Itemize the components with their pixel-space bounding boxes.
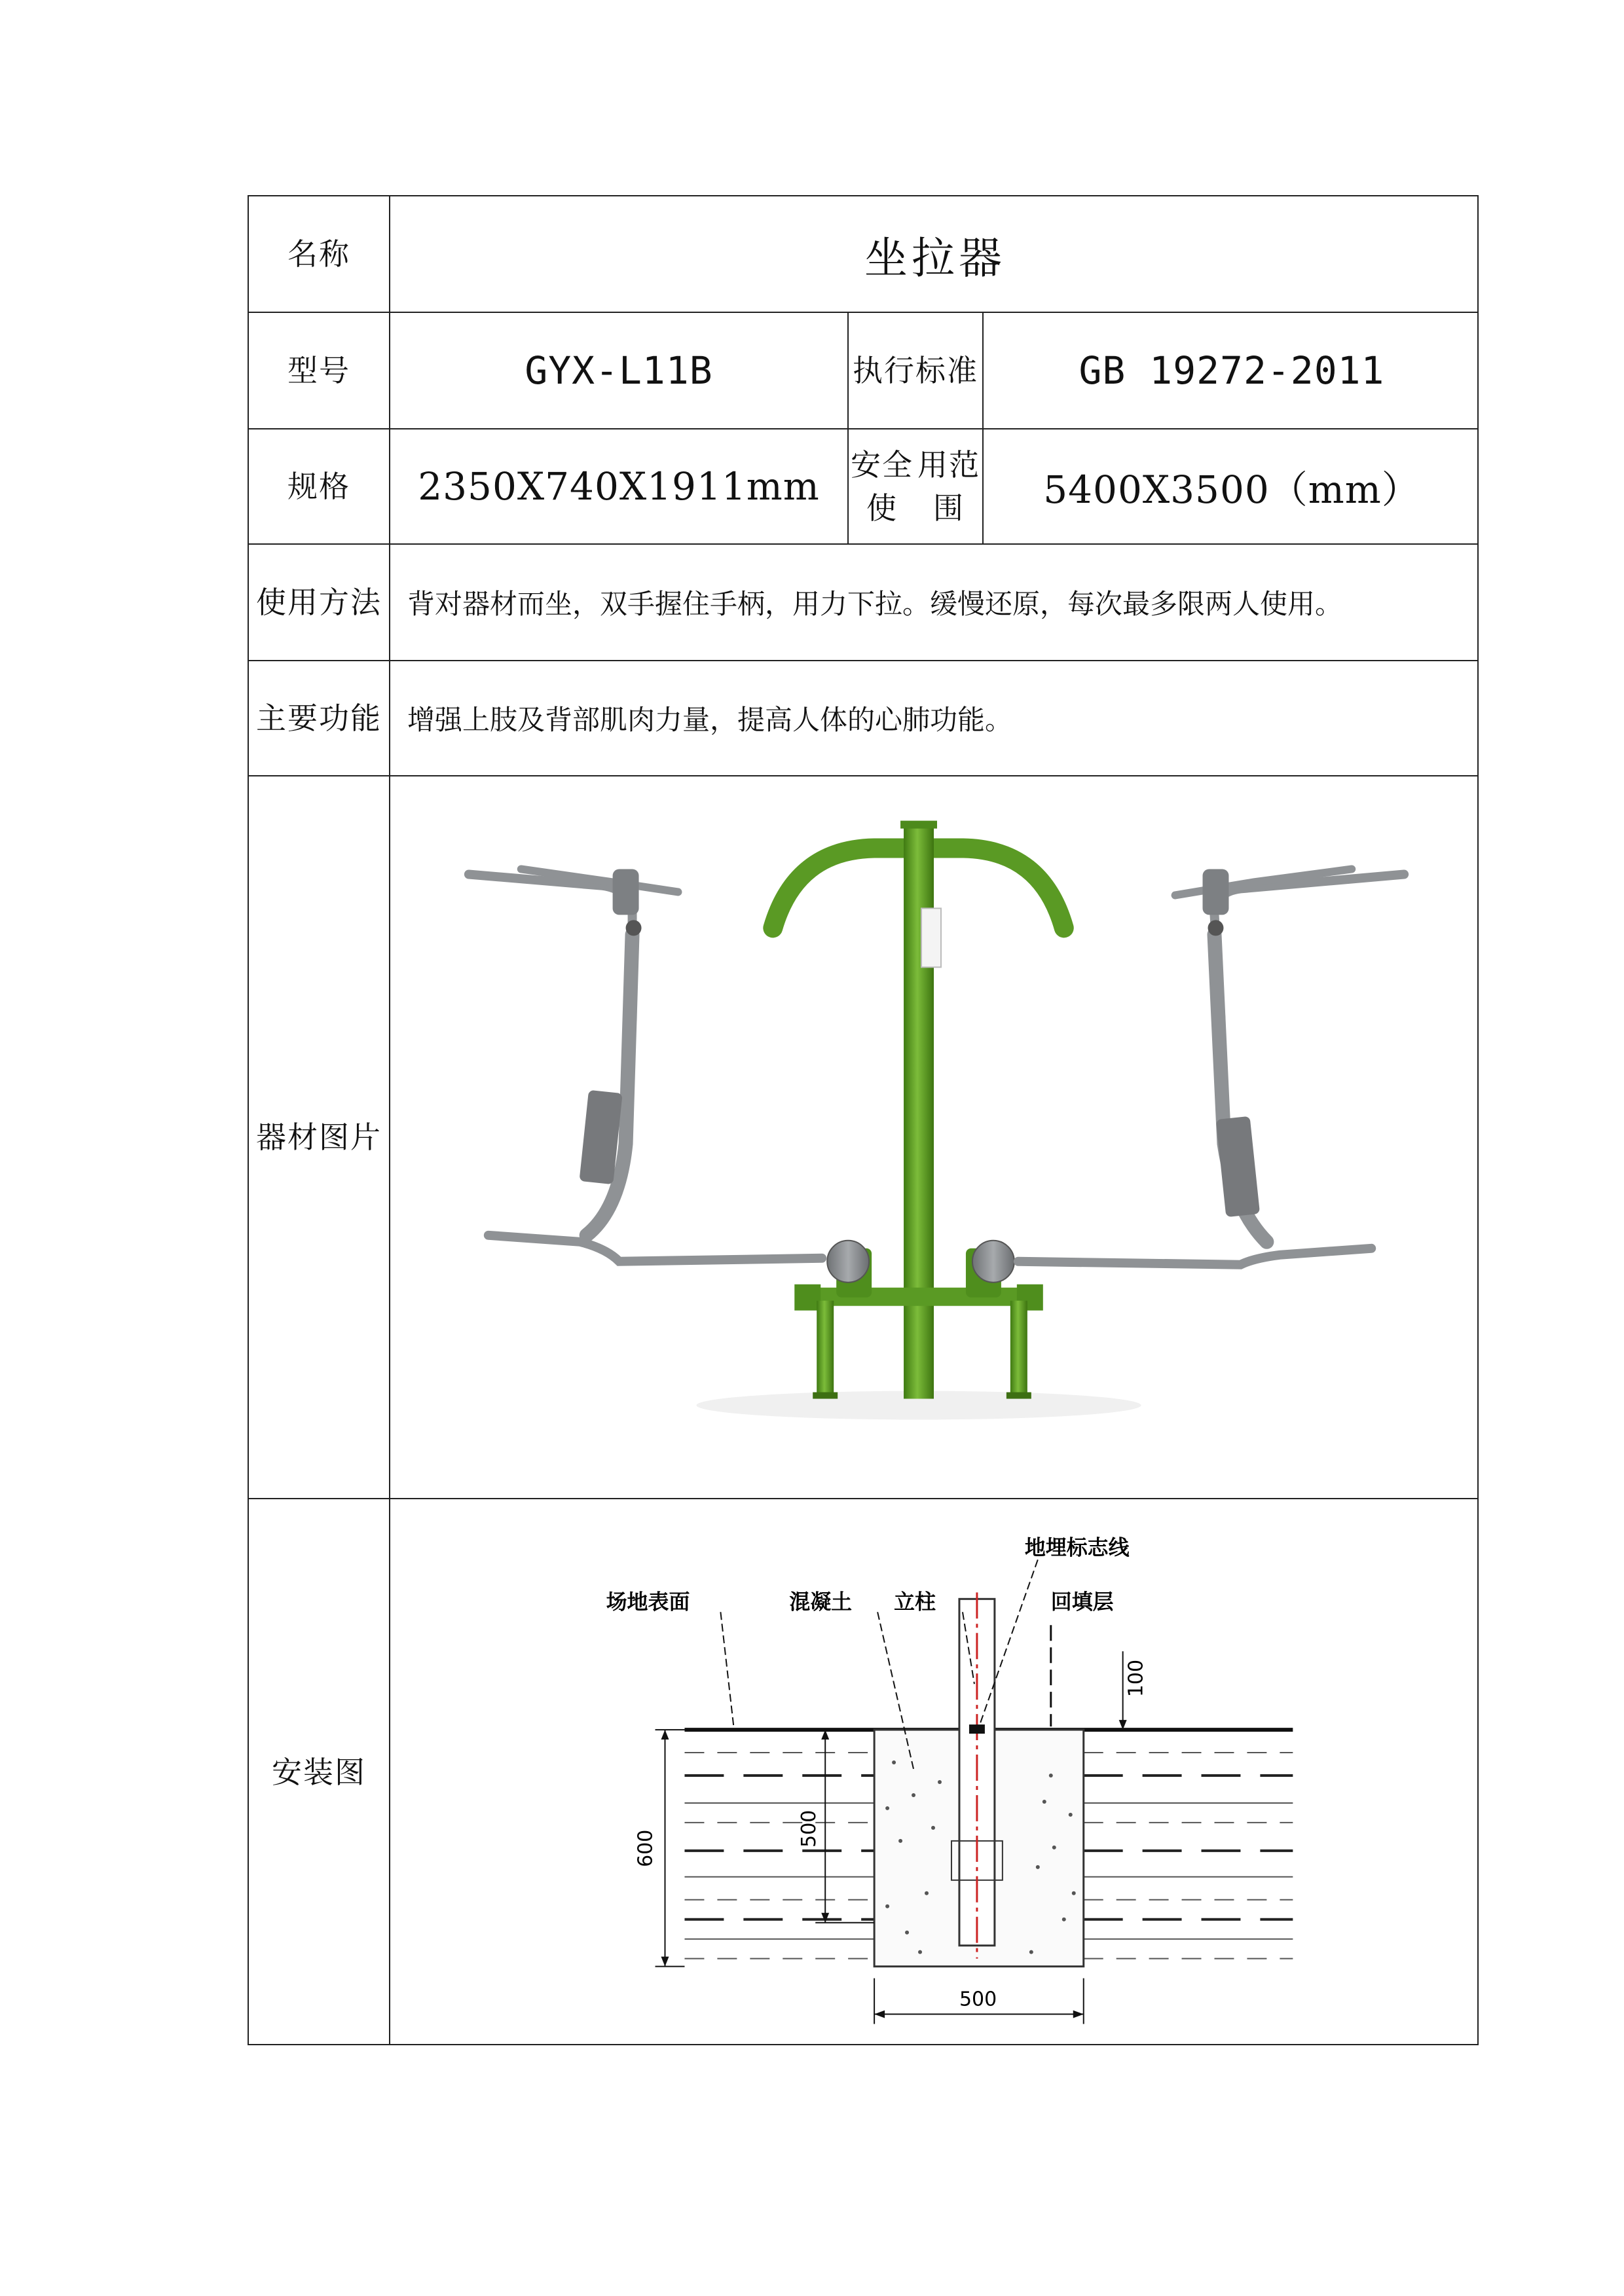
row-function xyxy=(249,661,1477,776)
usage-label-line2: 方法 xyxy=(319,585,382,620)
row-spec xyxy=(249,429,1477,545)
function-label-line1: 主要 xyxy=(256,701,319,736)
usage-label-line1: 使用 xyxy=(256,585,319,620)
row-photo xyxy=(249,776,1477,1499)
row-usage xyxy=(249,545,1477,661)
row-model xyxy=(249,313,1477,429)
photo-label-line2: 图片 xyxy=(319,1120,382,1155)
function-label-line2: 功能 xyxy=(319,701,382,736)
installation-drawing xyxy=(390,1501,1480,2044)
standard-value: GB 19272-2011 xyxy=(982,313,1480,428)
model-label: 型号 xyxy=(287,353,350,388)
standard-label-line2: 标准 xyxy=(915,353,978,388)
standard-label-line1: 执行 xyxy=(853,353,915,388)
spec-label: 规格 xyxy=(287,469,350,504)
label-column: 立柱 xyxy=(894,1589,936,1614)
dim-600: 600 xyxy=(634,1829,657,1867)
function-label xyxy=(249,661,389,775)
usage-label xyxy=(249,545,389,660)
safety-value: 5400X3500（mm） xyxy=(982,429,1480,543)
dim-100: 100 xyxy=(1124,1659,1148,1698)
equipment-spec-table xyxy=(248,195,1479,2045)
standard-label xyxy=(847,313,982,428)
equipment-photo xyxy=(389,776,1480,1498)
photo-label xyxy=(249,776,389,1498)
model-value: GYX-L11B xyxy=(389,313,847,428)
usage-text: 背对器材而坐，双手握住手柄，用力下拉。缓慢还原，每次最多限两人使用。 xyxy=(389,545,1480,660)
install-label: 安装图 xyxy=(272,1755,366,1790)
safety-label-line1: 安全使 xyxy=(851,447,913,526)
safety-label xyxy=(847,429,982,543)
label-concrete: 混凝土 xyxy=(789,1589,853,1614)
spec-value: 2350X740X1911mm xyxy=(389,429,847,543)
row-installation xyxy=(249,1499,1477,2045)
seated-pull-machine-illustration xyxy=(390,777,1480,1497)
photo-label-line1: 器材 xyxy=(256,1120,319,1155)
name-label: 名称 xyxy=(287,236,350,272)
label-backfill: 回填层 xyxy=(1050,1589,1114,1614)
product-name: 坐拉器 xyxy=(389,196,1480,312)
label-ground-surface: 场地表面 xyxy=(606,1589,690,1614)
dim-500-width: 500 xyxy=(959,1988,997,2011)
label-buried-mark: 地埋标志线 xyxy=(1024,1535,1130,1560)
dim-500-depth: 500 xyxy=(798,1810,821,1848)
row-name xyxy=(249,196,1477,313)
installation-diagram xyxy=(389,1499,1480,2045)
safety-label-line2: 用范围 xyxy=(917,447,980,526)
function-text: 增强上肢及背部肌肉力量，提高人体的心肺功能。 xyxy=(389,661,1480,775)
